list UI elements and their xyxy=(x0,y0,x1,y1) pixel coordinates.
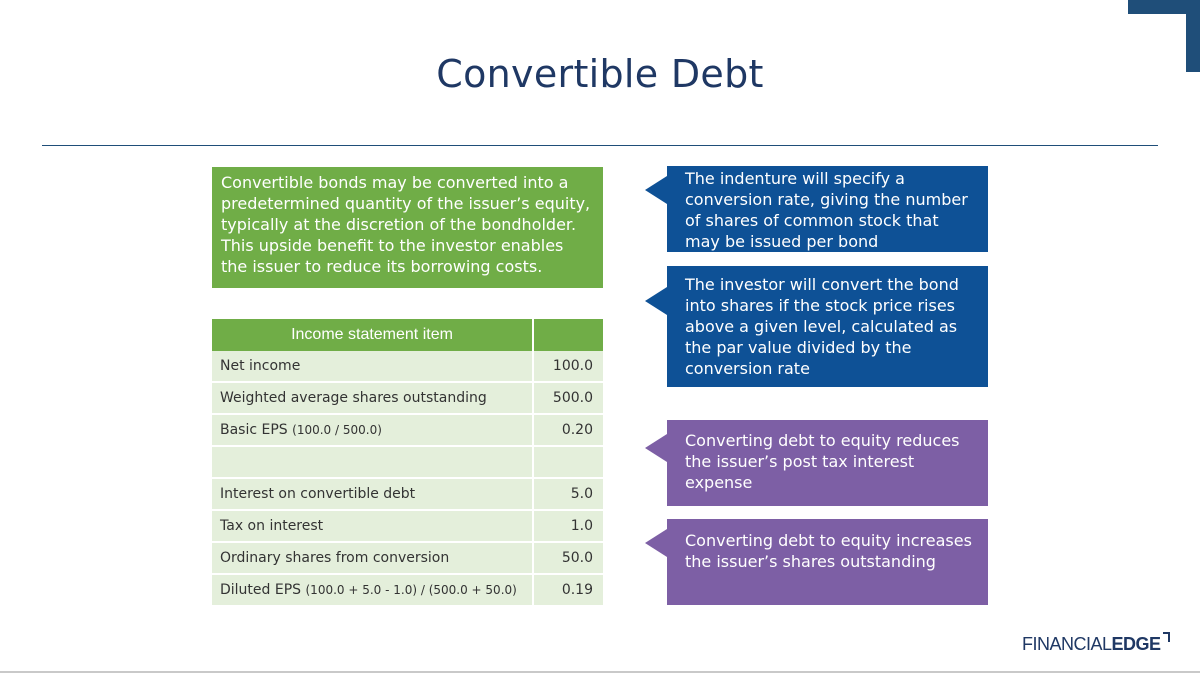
callout-conversion-rate xyxy=(667,166,988,252)
row-label: Basic EPS (100.0 / 500.0) xyxy=(212,414,533,446)
table-row xyxy=(212,574,604,606)
table-row xyxy=(212,478,604,510)
table-row xyxy=(212,510,604,542)
row-label: Net income xyxy=(212,351,533,382)
callout-interest-expense xyxy=(667,420,988,506)
row-value: 500.0 xyxy=(533,382,604,414)
row-label: Interest on convertible debt xyxy=(212,478,533,510)
callout-arrow xyxy=(645,287,667,315)
table-row xyxy=(212,542,604,574)
header-value xyxy=(533,319,604,351)
table-row xyxy=(212,382,604,414)
table-row xyxy=(212,351,604,382)
callout-arrow xyxy=(645,176,667,204)
callout-arrow xyxy=(645,529,667,557)
callout-text: Converting debt to equity increases the issuer’s shares outstanding xyxy=(685,531,972,571)
row-label: Weighted average shares outstanding xyxy=(212,382,533,414)
callout-text: The indenture will specify a conversion rate, giving the number of shares of common stock that may be issued per bond xyxy=(685,169,968,251)
income-statement-table xyxy=(212,319,605,607)
callout-arrow xyxy=(645,434,667,462)
callout-text: Converting debt to equity reduces the issuer’s post tax interest expense xyxy=(685,431,960,492)
title-divider xyxy=(42,145,1158,146)
table-header-row xyxy=(212,319,604,351)
row-label: Ordinary shares from conversion xyxy=(212,542,533,574)
row-label xyxy=(212,446,533,478)
row-value: 0.20 xyxy=(533,414,604,446)
table-row xyxy=(212,414,604,446)
row-value: 100.0 xyxy=(533,351,604,382)
row-value: 50.0 xyxy=(533,542,604,574)
logo-mark-icon xyxy=(1163,632,1170,642)
callout-shares-outstanding xyxy=(667,519,988,605)
table-row-blank xyxy=(212,446,604,478)
row-value: 1.0 xyxy=(533,510,604,542)
financial-edge-logo: FINANCIALEDGE xyxy=(1022,634,1161,655)
intro-box: Convertible bonds may be converted into a predetermined quantity of the issuer’s equity, typically at the discretion of the bondholder. This upside benefit to the investor enables the issuer to reduce its borrowing costs. xyxy=(212,167,603,288)
callout-text: The investor will convert the bond into shares if the stock price rises above a given level, calculated as the par value divided by the conversion rate xyxy=(685,275,959,378)
row-value: 5.0 xyxy=(533,478,604,510)
row-value xyxy=(533,446,604,478)
row-value: 0.19 xyxy=(533,574,604,606)
footer-divider xyxy=(0,671,1200,673)
row-label: Diluted EPS (100.0 + 5.0 - 1.0) / (500.0 + 50.0) xyxy=(212,574,533,606)
slide-title: Convertible Debt xyxy=(436,52,764,96)
callout-conversion-trigger xyxy=(667,266,988,387)
header-item: Income statement item xyxy=(212,319,533,351)
row-label: Tax on interest xyxy=(212,510,533,542)
